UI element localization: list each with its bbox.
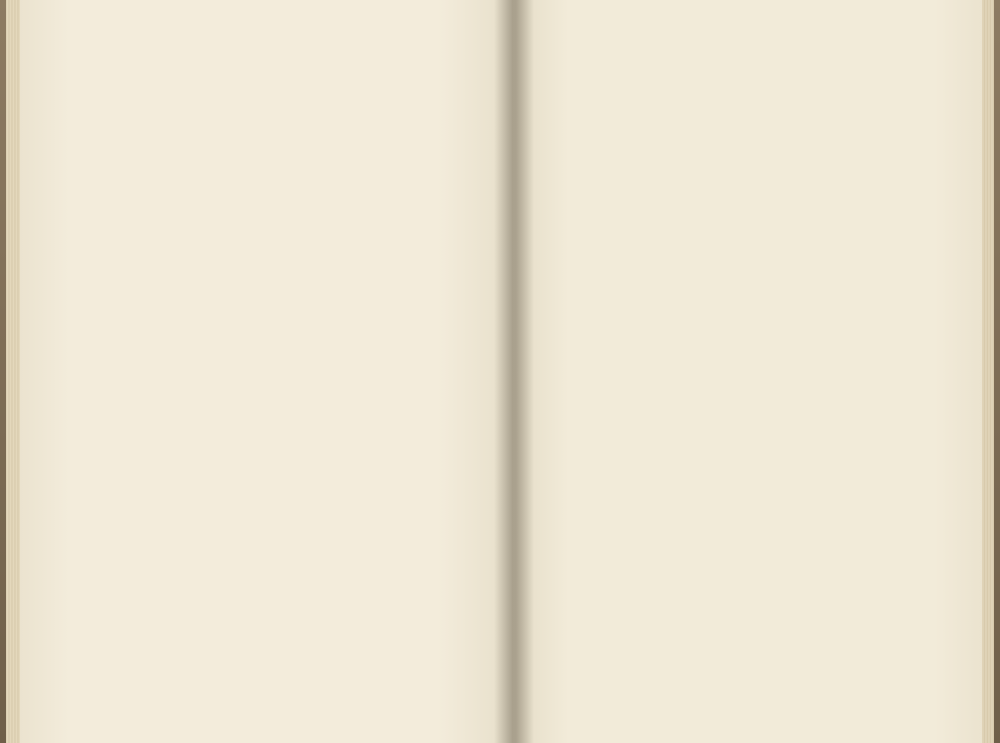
- open-book: [6, 0, 994, 743]
- right-page: [512, 0, 982, 743]
- book-gutter: [494, 0, 534, 743]
- left-page: [20, 0, 513, 743]
- page-edges-right: [980, 0, 994, 743]
